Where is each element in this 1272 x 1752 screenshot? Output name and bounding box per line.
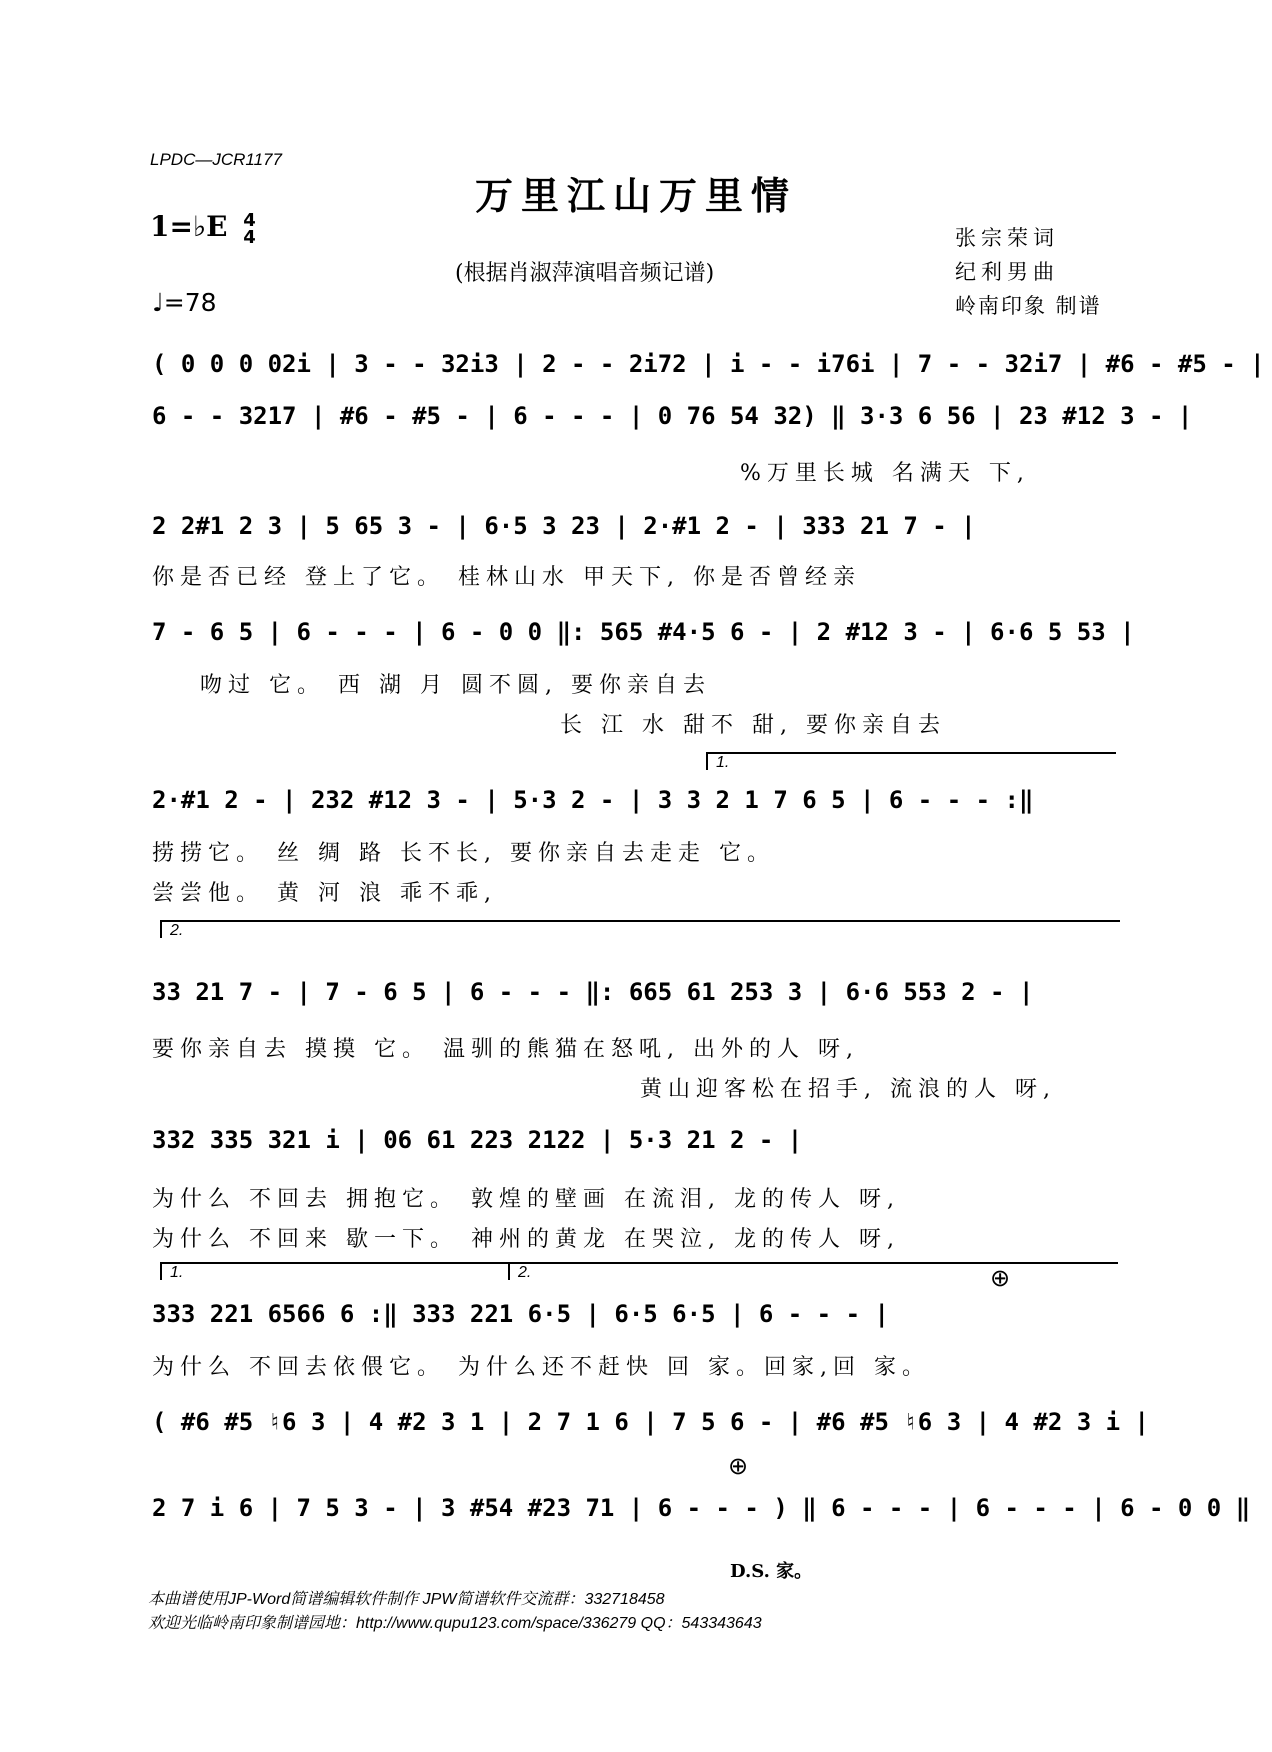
time-signature [243,209,256,248]
volta-second-1: 2. [160,920,1120,938]
lyric-line-4b: 长 江 水 甜不 甜, 要你亲自去 [560,713,946,738]
score-line-4: 7 - 6 5 | 6 - - - | 6 - 0 0 ‖: 565 #4·5 6 - | 2 #12 3 - | 6·6 5 53 | [152,618,1135,646]
volta-first-2: 1. [160,1262,510,1280]
score-line-6: 33 21 7 - | 7 - 6 5 | 6 - - - ‖: 665 61 253 3 | 6·6 553 2 - | [152,978,1034,1006]
score-line-7: 332 335 321 i | 06 61 223 2122 | 5·3 21 2 - | [152,1126,803,1154]
lyric-line-5a: 捞捞它。 丝 绸 路 长不长, 要你亲自去走走 它。 [152,841,775,866]
score-line-9: ( #6 #5 ♮6 3 | 4 #2 3 1 | 2 7 1 6 | 7 5 6 - | #6 #5 ♮6 3 | 4 #2 3 i | [152,1408,1149,1436]
ds-mark: D.S. 家。 [730,1561,813,1582]
score-line-10: 2 7 i 6 | 7 5 3 - | 3 #54 #23 71 | 6 - - - ) ‖ 6 - - - | 6 - - - | 6 - 0 0 ‖ [152,1494,1251,1522]
tempo-mark: ♩=78 [152,288,217,317]
page-title: 万里江山万里情 [474,173,797,218]
score-line-3: 2 2#1 2 3 | 5 65 3 - | 6·5 3 23 | 2·#1 2 - | 333 21 7 - | [152,512,976,540]
score-line-5: 2·#1 2 - | 232 #12 3 - | 5·3 2 - | 3 3 2 1 7 6 5 | 6 - - - :‖ [152,786,1034,814]
lyric-line-2a: %万里长城 名满天 下, [740,461,1030,486]
key-signature [150,210,256,246]
volta-first-1: 1. [706,752,1116,770]
score-line-1: ( 0 0 0 02i | 3 - - 32i3 | 2 - - 2i72 | i - - i76i | 7 - - 32i7 | #6 - #5 - | [152,350,1265,378]
arranger: 岭南印象 制谱 [955,294,1102,318]
coda-symbol-1: ⊕ [990,1264,1011,1292]
footer-line-2: 欢迎光临岭南印象制谱园地：http://www.qupu123.com/space/336279 QQ：543343643 [148,1615,762,1632]
lyric-line-7b: 为什么 不回来 歇一下。 神州的黄龙 在哭泣, 龙的传人 呀, [152,1227,900,1252]
lyricist: 张宗荣词 [955,226,1059,250]
time-top: 4 [243,209,256,231]
lyric-line-6a: 要你亲自去 摸摸 它。 温驯的熊猫在怒吼, 出外的人 呀, [152,1037,859,1062]
footer-line-1: 本曲谱使用JP-Word简谱编辑软件制作 JPW简谱软件交流群：332718458 [148,1591,665,1608]
subtitle: (根据肖淑萍演唱音频记谱) [455,261,715,286]
lyric-line-4a: 吻过 它。 西 湖 月 圆不圆, 要你亲自去 [200,673,711,698]
lyric-line-3a: 你是否已经 登上了它。 桂林山水 甲天下, 你是否曾经亲 [152,565,861,590]
lyric-line-8a: 为什么 不回去依偎它。 为什么还不赶快 回 家。回家,回 家。 [152,1355,930,1380]
key-label: 1=♭E [150,210,228,243]
lyric-line-7a: 为什么 不回去 拥抱它。 敦煌的壁画 在流泪, 龙的传人 呀, [152,1187,900,1212]
time-bottom: 4 [243,226,256,248]
volta-second-2: 2. [508,1262,1118,1280]
coda-symbol-2: ⊕ [728,1452,749,1480]
score-line-8: 333 221 6566 6 :‖ 333 221 6·5 | 6·5 6·5 | 6 - - - | [152,1300,889,1328]
lyric-line-5b: 尝尝他。 黄 河 浪 乖不乖, [152,881,497,906]
lyric-line-6b: 黄山迎客松在招手, 流浪的人 呀, [640,1077,1056,1102]
composer: 纪利男曲 [955,260,1059,284]
score-line-2: 6 - - 3217 | #6 - #5 - | 6 - - - | 0 76 54 32) ‖ 3·3 6 56 | 23 #12 3 - | [152,402,1193,430]
score-code: LPDC—JCR1177 [150,150,282,169]
